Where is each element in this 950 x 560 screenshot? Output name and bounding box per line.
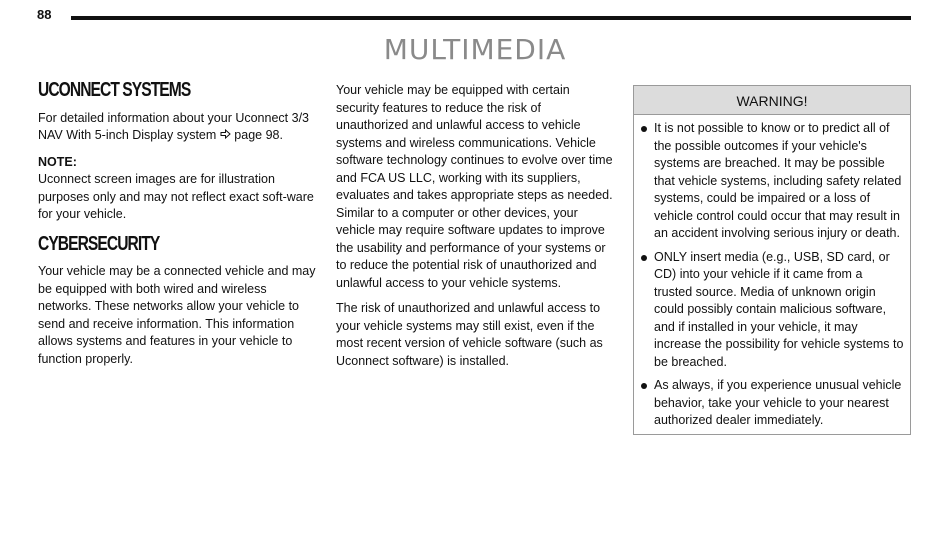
arrow-right-icon <box>220 127 231 145</box>
warning-list <box>634 115 910 434</box>
security-features-paragraph: Your vehicle may be equipped with certain security features to reduce the risk of unauthorized and unlawful access to vehicle systems and wireless communications. Vehicle software technology continues to evolve over time and FCA US LLC, working with its suppliers, evaluates and takes appropriate steps as needed. Similar to a computer or other devices, your vehicle may require software updates to improve the usability and performance of your systems or to reduce the potential risk of unauthorized and unlawful access to your vehicle systems. <box>336 83 613 290</box>
bullet-icon <box>641 383 647 389</box>
warning-title: WARNING! <box>634 86 910 115</box>
warning-item-text: ONLY insert media (e.g., USB, SD card, or CD) into your vehicle if it came from a trusted source. Media of unknown origin could possibly contain malicious software, and if installed in your vehicle, it may increase the possibility for vehicle systems to be breached. <box>654 249 904 369</box>
bullet-icon <box>641 126 647 132</box>
uconnect-text: For detailed information about your Uconnect 3/3 NAV With 5-inch Display system <box>38 110 309 142</box>
warning-item-text: As always, if you experience unusual vehicle behavior, take your vehicle to your nearest authorized dealer immediately. <box>654 378 902 427</box>
cybersecurity-heading: CYBERSECURITY <box>38 232 160 255</box>
warning-item <box>641 377 904 430</box>
left-column <box>38 79 316 368</box>
cybersecurity-paragraph: Your vehicle may be a connected vehicle and may be equipped with both wired and wireless networks. These networks allow your vehicle to send and receive information. This information allows systems and features in your vehicle to function properly. <box>38 264 316 366</box>
note-text: Uconnect screen images are for illustration purposes only and may not reflect exact soft-ware for your vehicle. <box>38 172 314 221</box>
warning-item-text: It is not possible to know or to predict all of the possible outcomes if your vehicle's systems are breached. It may be possible that vehicle systems, including safety related systems, could be impaired or a loss of vehicle control could occur that may result in an accident involving serious injury or death. <box>654 121 902 240</box>
uconnect-systems-heading: UCONNECT SYSTEMS <box>38 79 191 101</box>
header-rule <box>71 16 911 20</box>
bullet-icon <box>641 255 647 261</box>
warning-item <box>641 120 904 243</box>
section-title: MULTIMEDIA <box>383 33 567 66</box>
warning-item <box>641 249 904 372</box>
note-label: NOTE: <box>38 154 77 169</box>
risk-paragraph: The risk of unauthorized and unlawful access to your vehicle systems may still exist, even if the most recent version of vehicle software (such as Uconnect software) is installed. <box>336 301 603 368</box>
uconnect-paragraph <box>38 110 316 145</box>
page-reference-link[interactable]: page 98. <box>234 128 283 142</box>
page-number: 88 <box>37 7 52 22</box>
middle-column <box>336 82 614 370</box>
warning-box <box>633 85 911 435</box>
